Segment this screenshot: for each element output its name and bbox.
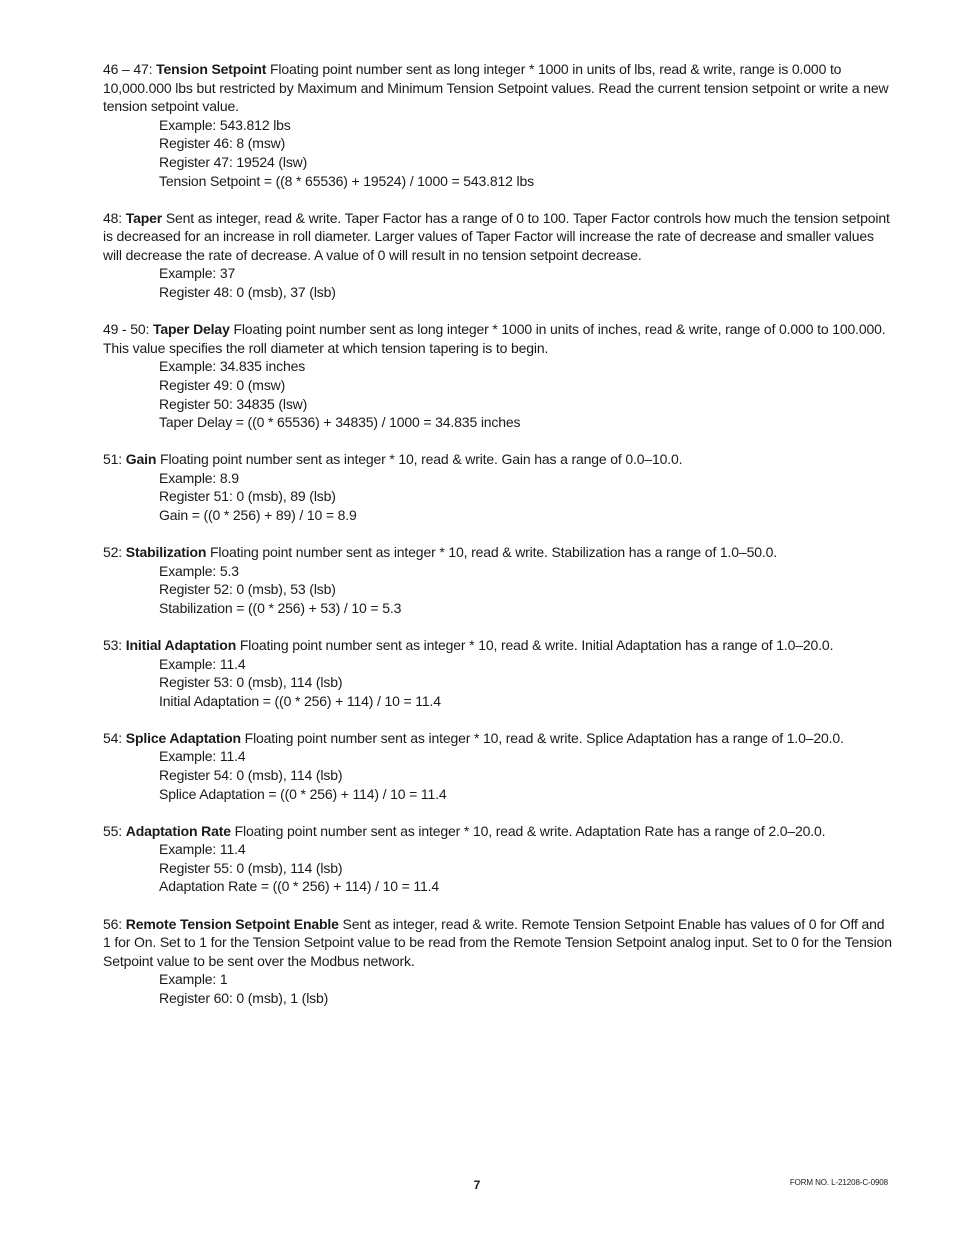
register-entry-remote-tension-setpoint-enable bbox=[103, 915, 893, 1008]
example-line: Example: 543.812 lbs bbox=[159, 116, 291, 133]
register-name: Splice Adaptation bbox=[125, 729, 241, 746]
register-entry-stabilization bbox=[103, 543, 893, 617]
entry-description bbox=[103, 636, 893, 655]
register-number: 53: bbox=[103, 636, 126, 653]
register-number: 54: bbox=[103, 729, 126, 746]
description-text: Sent as integer, read & write. Taper Factor has a range of 0 to 100. Taper Factor controls how much the tension setpoint is decreased for an increase in roll diameter. Larger values of Taper Factor will increase the rate of decrease and smaller values will decrease the rate of decrease. A value of 0 will result in no tension setpoint decrease. bbox=[103, 209, 890, 263]
register-number: 48: bbox=[103, 209, 126, 226]
register-entry-tension-setpoint bbox=[103, 60, 893, 190]
register-name: Initial Adaptation bbox=[125, 636, 237, 653]
example-line: Example: 8.9 bbox=[159, 469, 239, 486]
description-text: Floating point number sent as integer * 10, read & write. Stabilization has a range of 1.0–50.0. bbox=[206, 544, 777, 561]
example-line: Example: 11.4 bbox=[159, 841, 246, 858]
register-name: Remote Tension Setpoint Enable bbox=[125, 915, 339, 932]
example-line: Tension Setpoint = ((8 * 65536) + 19524) / 1000 = 543.812 lbs bbox=[159, 172, 534, 189]
description-text: Floating point number sent as integer * 10, read & write. Gain has a range of 0.0–10.0. bbox=[156, 451, 683, 468]
register-name: Stabilization bbox=[125, 544, 207, 561]
entry-description bbox=[103, 60, 893, 116]
form-number: FORM NO. L-21208-C-0908 bbox=[789, 1178, 888, 1187]
example-line: Register 54: 0 (msb), 114 (lsb) bbox=[159, 767, 343, 783]
entry-description bbox=[103, 450, 893, 469]
example-line: Example: 11.4 bbox=[159, 748, 246, 765]
example-line: Register 49: 0 (msw) bbox=[159, 376, 286, 393]
register-name: Gain bbox=[125, 451, 157, 468]
register-number: 55: bbox=[103, 822, 126, 839]
example-line: Example: 34.835 inches bbox=[159, 358, 306, 375]
entry-description bbox=[103, 543, 893, 562]
entry-description bbox=[103, 320, 893, 357]
register-entry-initial-adaptation bbox=[103, 636, 893, 710]
example-line: Register 60: 0 (msb), 1 (lsb) bbox=[159, 989, 329, 1006]
example-line: Example: 5.3 bbox=[159, 562, 239, 579]
description-text: Sent as integer, read & write. Remote Tension Setpoint Enable has values of 0 for Off and 1 for On. Set to 1 for the Tension Setpoint value to be read from the Remote Tension Setpoint analog input. Set to 0 for the Tension Setpoint value to be sent over the Modbus network. bbox=[103, 915, 892, 969]
example-line: Example: 1 bbox=[159, 971, 228, 988]
example-line: Splice Adaptation = ((0 * 256) + 114) / 10 = 11.4 bbox=[159, 785, 447, 802]
description-text: Floating point number sent as integer * 10, read & write. Adaptation Rate has a range of 2.0–20.0. bbox=[230, 822, 826, 839]
register-number: 46 – 47: bbox=[103, 61, 157, 77]
example-line: Register 47: 19524 (lsw) bbox=[159, 153, 308, 170]
description-text: Floating point number sent as long integer * 1000 in units of lbs, read & write, range is 0.000 to 10,000.000 lbs but restricted by Maximum and Minimum Tension Setpoint values. Read the current tension setpoint or write a new tension setpoint value. bbox=[103, 61, 889, 115]
entry-description bbox=[103, 822, 893, 841]
description-text: Floating point number sent as integer * 10, read & write. Initial Adaptation has a range of 1.0–20.0. bbox=[236, 636, 834, 653]
example-line: Initial Adaptation = ((0 * 256) + 114) / 10 = 11.4 bbox=[159, 692, 441, 709]
example-line: Taper Delay = ((0 * 65536) + 34835) / 1000 = 34.835 inches bbox=[159, 414, 521, 431]
register-entry-adaptation-rate bbox=[103, 822, 893, 896]
register-entry-taper bbox=[103, 209, 893, 302]
document-body bbox=[103, 60, 893, 1026]
example-line: Register 51: 0 (msb), 89 (lsb) bbox=[159, 488, 336, 505]
entry-description bbox=[103, 729, 893, 748]
register-entry-taper-delay bbox=[103, 320, 893, 432]
register-entry-splice-adaptation bbox=[103, 729, 893, 803]
example-line: Adaptation Rate = ((0 * 256) + 114) / 10 = 11.4 bbox=[159, 878, 440, 895]
example-line: Register 52: 0 (msb), 53 (lsb) bbox=[159, 581, 336, 598]
register-entry-gain bbox=[103, 450, 893, 524]
example-line: Register 53: 0 (msb), 114 (lsb) bbox=[159, 674, 343, 691]
register-name: Taper bbox=[125, 209, 163, 226]
page-number: 7 bbox=[473, 1178, 481, 1192]
register-name: Tension Setpoint bbox=[156, 61, 267, 77]
example-line: Gain = ((0 * 256) + 89) / 10 = 8.9 bbox=[159, 506, 357, 523]
example-line: Register 50: 34835 (lsw) bbox=[159, 395, 308, 412]
register-name: Adaptation Rate bbox=[125, 822, 231, 839]
register-number: 51: bbox=[103, 451, 126, 468]
example-line: Register 55: 0 (msb), 114 (lsb) bbox=[159, 859, 343, 876]
description-text: Floating point number sent as integer * 10, read & write. Splice Adaptation has a range of 1.0–20.0. bbox=[240, 729, 844, 746]
example-line: Example: 37 bbox=[159, 265, 236, 282]
entry-description bbox=[103, 209, 893, 265]
example-line: Register 48: 0 (msb), 37 (lsb) bbox=[159, 284, 336, 301]
example-line: Register 46: 8 (msw) bbox=[159, 135, 286, 152]
register-number: 49 - 50: bbox=[103, 321, 154, 338]
register-number: 52: bbox=[103, 544, 126, 561]
description-text: Floating point number sent as long integer * 1000 in units of inches, read & write, range of 0.000 to 100.000. This value specifies the roll diameter at which tension tapering is to begin. bbox=[103, 321, 886, 356]
entry-description bbox=[103, 915, 893, 971]
register-name: Taper Delay bbox=[153, 321, 230, 338]
example-line: Stabilization = ((0 * 256) + 53) / 10 = 5.3 bbox=[159, 599, 402, 616]
example-line: Example: 11.4 bbox=[159, 655, 246, 672]
register-number: 56: bbox=[103, 915, 126, 932]
